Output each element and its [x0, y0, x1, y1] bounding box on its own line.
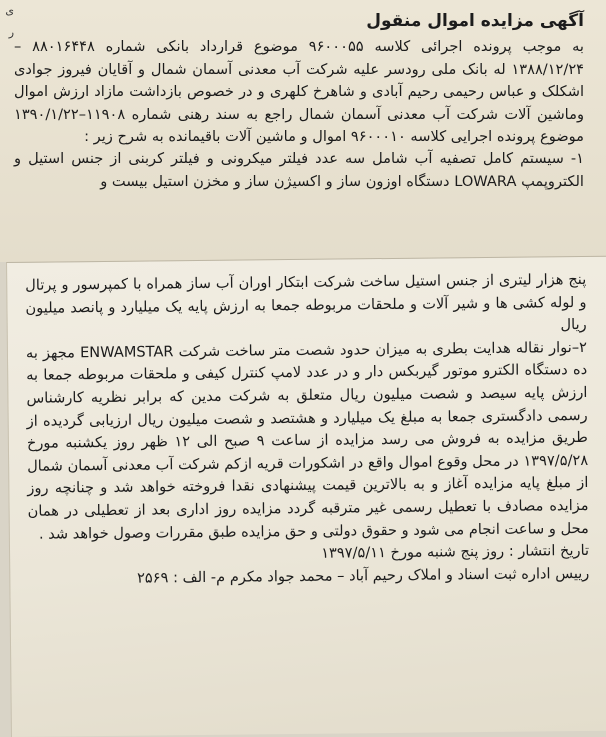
notice-item1-start: ۱- سیستم کامل تصفیه آب شامل سه عدد فیلتر میکرونی و فیلتر کربنی از جنس استیل و الکتروپمپ LOWARA دستگاه اوزون ساز و اکسیژن ساز و مخزن استیل بیست و: [14, 150, 584, 190]
notice-bottom-panel: [6, 256, 606, 737]
notice-signature: رییس اداره ثبت اسناد و املاک رحیم آباد – محمد جواد مکرم م- الف : ۲۵۶۹: [136, 564, 590, 587]
notice-publish-date: تاریخ انتشار : روز پنج شنبه مورخ ۱۳۹۷/۵/۱۱: [321, 542, 590, 562]
adjacent-column-edge: ی ر: [5, 4, 14, 39]
notice-top-panel: [0, 0, 606, 262]
notice-intro: به موجب پرونده اجرائی کلاسه ۹۶۰۰۰۵۵ موضوع قرارداد بانکی شماره ۸۸۰۱۶۴۴۸ – ۱۳۸۸/۱۲/۲۴ له بانک ملی رودسر علیه شرکت آب معدنی آسمان شمال و آقایان فیروز جوادی اشکلک و عباس رحیمی رحیم آبادی و شاهرخ کلهری و در خصوص بازداشت مازاد ارزش اموال وماشین آلات شرکت آب معدنی آسمان شمال راجع به سند رهنی شماره ۱۱۹۰۸–۱۳۹۰/۱/۲۲ موضوع پرونده اجرایی کلاسه ۹۶۰۰۰۱۰ اموال و ماشین آلات باقیمانده به شرح زیر :: [14, 38, 584, 146]
notice-item2: ۲–نوار نقاله هدایت بطری به میزان حدود شصت متر ساخت شرکت ENWAMSTAR مجهز به ده دستگاه الکترو موتور گیربکس دار و در عدد لامپ کنترل کیفی و ملحقات مربوطه جمعا به ارزش پایه سیصد و شصت میلیون ریال متعلق به شرکت مدین که برابر نظریه کارشناس رسمی دادگستری جمعا به مبلغ یک میلیارد و هشتصد و شصت میلیون ریال ارزیابی گردیده از طریق مزایده به فروش می رسد مزایده از ساعت ۹ صبح الی ۱۲ ظهر روز یکشنبه مورخ ۱۳۹۷/۵/۲۸ در محل وقوع اموال واقع در اشکورات قریه ازکم شرکت آب معدنی آسمان شمال از مبلغ پایه مزایده آغاز و به بالاترین قیمت پیشنهادی نقدا فروخته خواهد شد و چنانچه روز مزایده مصادف با تعطیل رسمی غیر مترقبه گردد مزایده روز اداری بعد از تعطیلی در همان محل و ساعت انجام می شود و حقوق دولتی و حق مزایده طبق مقررات وصول خواهد شد .: [25, 338, 589, 543]
notice-title: آگهی مزایده اموال منقول: [366, 11, 584, 31]
notice-item1-continued: پنج هزار لیتری از جنس استیل ساخت شرکت ابتکار اوران آب ساز همراه با کمپرسور و پرتال و لوله کشی ها و شیر آلات و ملحقات مربوطه جمعا به ارزش پایه یک میلیارد و پانصد میلیون ریال: [25, 270, 587, 334]
